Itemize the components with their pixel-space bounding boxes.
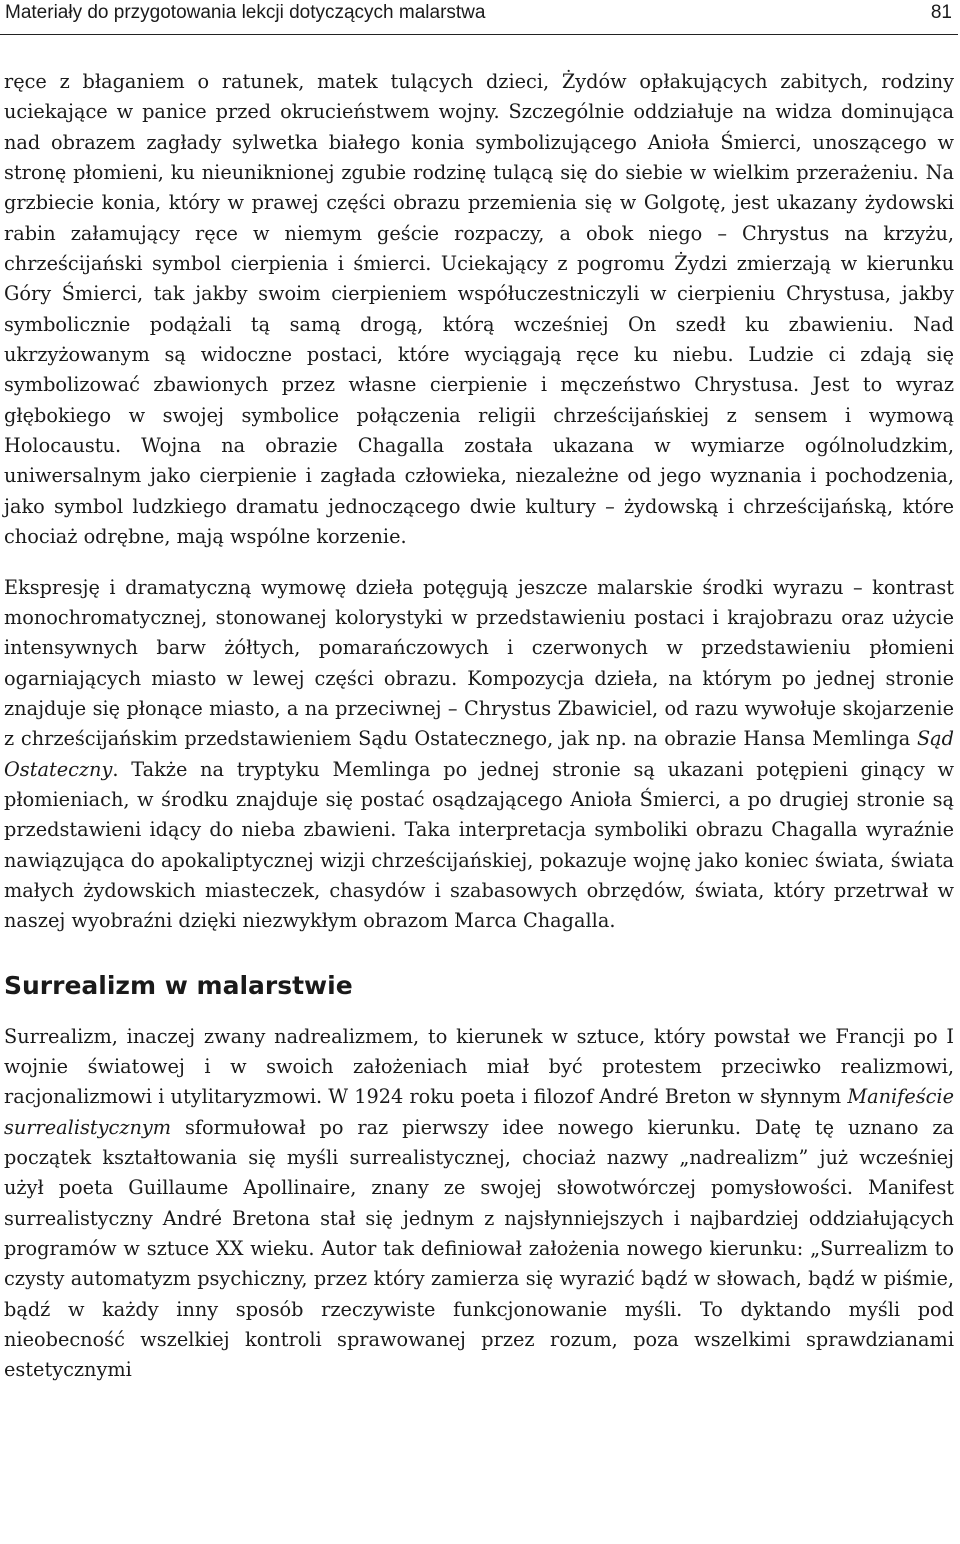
paragraph-text: . Także na tryptyku Memlinga po jednej stronie są ukazani potępieni ginący w płomieniach, w środku znajduje się postać osądzającego Anioła Śmierci, a po drugiej stronie są przedstawieni idący do nieba zbawieni. Taka interpretacja symboliki obrazu Chagalla wyraźnie nawiązująca do apokaliptycznej wizji chrześcijańskiej, pokazuje wojnę jako koniec świata, świata małych żydowskich miasteczek, chasydów i szabasowych obrzędów, świata, który przetrwał w naszej wyobraźni dzięki niezwykłym obrazom Marca Chagalla. [4, 757, 954, 933]
page-number: 81 [930, 2, 952, 23]
section-heading: Surrealizm w malarstwie [4, 970, 353, 1000]
manifesto-title: Manifeście surrealistycznym [4, 1085, 954, 1139]
paragraph-text: ręce z błaganiem o ratunek, matek tulących dzieci, Żydów opłakujących zabitych, rodziny uciekające w panice przed okrucieństwem wojny. Szczególnie oddziałuje na widza dominująca nad obrazem zagłady sylwetka białego konia symbolizującego Anioła Śmierci, unoszącego w stronę płomieni, ku nieuniknionej zgubie rodzinę tulącą się do siebie w wielkim przerażeniu. Na grzbiecie konia, który w prawej części obrazu przemienia się w Golgotę, jest ukazany żydowski rabin załamujący ręce w niemym geście rozpaczy, a obok niego – Chrystus na krzyżu, chrześcijański symbol cierpienia i śmierci. Uciekający z pogromu Żydzi zmierzają w kierunku Góry Śmierci, tak jakby swoim cierpieniem współuczestniczyli w cierpieniu Chrystusa, jakby symbolicznie podążali tą samą drogą, którą wcześniej On szedł ku zbawieniu. Nad ukrzyżowanym są widoczne postaci, które wyciągają ręce ku niebu. Ludzie ci zdają się symbolizować zbawionych przez własne cierpienie i męczeństwo Chrystusa. Jest to wyraz głębokiego w swojej symbolice połączenia religii chrześcijańskiej z sensem i wymową Holocaustu. Wojna na obrazie Chagalla została ukazana w wymiarze ogólnoludzkim, uniwersalnym jako cierpienie i zagłada człowieka, niezależne od jego wyznania i pochodzenia, jako symbol ludzkiego dramatu jednoczącego dwie kultury – żydowską i chrześcijańską, które chociaż odrębne, mają wspólne korzenie. [4, 70, 954, 549]
main-text [4, 67, 954, 1386]
paragraph-text: Surrealizm, inaczej zwany nadrealizmem, to kierunek w sztuce, który powstał we Francji po I wojnie światowej i w swoich założeniach miał być protestem przeciwko realizmowi, racjonalizmowi i utylitaryzmowi. W 1924 roku poeta i filozof André Breton w słynnym [4, 1024, 954, 1109]
page-header [0, 0, 958, 35]
running-title: Materiały do przygotowania lekcji dotyczących malarstwa [5, 2, 486, 23]
paragraph-surrealism [4, 1022, 954, 1386]
paragraph-text: sformułował po raz pierwszy idee nowego kierunku. Datę tę uznano za początek kształtowania się myśli surrealistycznej, chociaż nazwy „nadrealizm” już wcześniej użył poeta Guillaume Apollinaire, znany ze swojej słowotwórczej pomysłowości. Manifest surrealistyczny André Bretona stał się jednym z najsłynniejszych i najbardziej oddziałujących programów w sztuce XX wieku. Autor tak definiował założenia nowego kierunku: „Surrealizm to czysty automatyzm psychiczny, przez który zamierza się wyrazić bądź w słowach, bądź w piśmie, bądź w każdy inny sposób rzeczywiste funkcjonowanie myśli. To dyktando myśli pod nieobecność wszelkiej kontroli sprawowanej przez rozum, poza wszelkimi sprawdzianami estetycznymi [4, 1115, 954, 1382]
artwork-title: Sąd Ostateczny [4, 727, 954, 781]
paragraph-chagall-description [4, 67, 954, 553]
paragraph-expression [4, 573, 954, 937]
paragraph-text: Ekspresję i dramatyczną wymowę dzieła potęgują jeszcze malarskie środki wyrazu – kontrast monochromatycznej, stonowanej kolorystyki w przedstawieniu postaci i krajobrazu oraz użycie intensywnych barw żółtych, pomarańczowych i czerwonych w przedstawieniu płomieni ogarniających miasto w lewej części obrazu. Kompozycja dzieła, na którym po jednej stronie znajduje się płonące miasto, a na przeciwnej – Chrystus Zbawiciel, od razu wywołuje skojarzenie z chrześcijańskim przedstawieniem Sądu Ostatecznego, jak np. na obrazie Hansa Memlinga [4, 575, 954, 751]
